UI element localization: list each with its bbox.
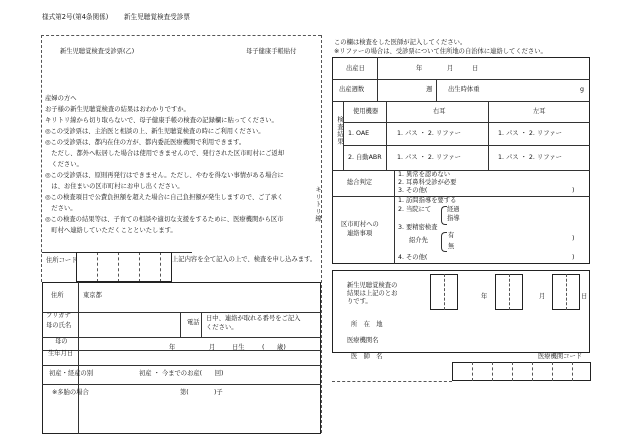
body-line: ◎この受診票は、主治医と相談の上、新生児聴覚検査の時にご利用ください。 (45, 128, 265, 136)
result-label: 検査結果 (336, 116, 343, 146)
greeting: 産婦の方へ (45, 95, 77, 102)
body-line: ◎この受診票は、原則再発行はできません。ただし、やむを得ない事情がある場合に (45, 172, 284, 180)
contact-label-line2: 連絡事項 (347, 230, 373, 237)
contact-item-3[interactable]: 3. 要精密検査 (398, 224, 438, 231)
result-note-line3: りです。 (347, 298, 372, 305)
result-year: 年 (481, 293, 488, 300)
weeks-label: 出産週数 (339, 86, 365, 93)
result-month: 月 (539, 293, 546, 300)
contact-label-line1: 区市町村への (341, 221, 379, 228)
result-note-line2: 結果は上記のとお (347, 290, 398, 297)
dob-month[interactable]: 月 (209, 344, 216, 351)
followup-bracket (441, 206, 447, 225)
furigana-label: フリガナ (46, 312, 71, 319)
abr-left-options[interactable]: 1. パス ・ 2. リファー (498, 154, 562, 161)
doctor-note-2: ※リファーの場合は、受診票について住所地の自治体に連絡してください。 (334, 48, 547, 55)
body-line: ください。 (45, 161, 83, 169)
handbook-note: 母子健康手帳貼付 (246, 48, 297, 55)
body-line: ◎この検査項目で公費負担額を超えた場合に自己負担額が発生しますので、ご了承く (45, 194, 284, 202)
form-number: 様式第2号(第4条関係) (42, 13, 109, 21)
phone-note-line1: 日中、連絡が取れる番号をご記入 (206, 315, 301, 322)
birth-type-value[interactable]: 初産 ・ 今までのお産( 回) (139, 370, 224, 377)
cut-line-label: キリトリ線 (314, 186, 321, 223)
result-day: 日 (581, 293, 588, 300)
phone-note-line2: ください。 (206, 324, 238, 331)
referral-bracket-left (441, 232, 447, 252)
address-label: 住所 (51, 292, 64, 299)
judgment-item-3[interactable]: 3. その他( (398, 187, 428, 194)
body-line: キリトリ線から切り取らないで、母子健康手帳の検査の記録欄に貼ってください。 (45, 117, 278, 125)
residence-code-input[interactable] (76, 252, 172, 282)
referral-no[interactable]: 無 (448, 243, 455, 250)
card-title: 新生児聴覚検査受診票(乙) (60, 48, 135, 55)
judgment-item-2[interactable]: 2. 耳鼻科受診が必要 (398, 179, 457, 186)
dob-age[interactable]: ( 歳) (262, 344, 286, 351)
residence-code-note: 上記内容を全て記入の上で、検査を申し込みます。 (172, 256, 317, 263)
dob-label-line1: 母の (55, 338, 68, 345)
body-line: ◎この検査の結果等は、子育ての相談や適切な支援をするために、医療機関から区市 (45, 216, 284, 224)
birth-date-label: 出産日 (346, 65, 365, 72)
body-line: ださい。 (45, 205, 77, 213)
judgment-label: 総合判定 (347, 179, 373, 186)
contact-followup[interactable]: 経過 (447, 206, 460, 213)
abr-label: 2. 自動ABR (348, 154, 382, 161)
birth-year[interactable]: 年 (416, 65, 423, 72)
address-value[interactable]: 東京都 (83, 292, 102, 299)
doctor-label: 医 師 名 (351, 353, 383, 360)
form-title: 新生児聴覚検査受診票 (124, 13, 190, 21)
mother-name-label: 母の氏名 (46, 322, 72, 329)
residence-code-label: 住所コード (46, 257, 78, 264)
dob-year[interactable]: 年 (169, 344, 176, 351)
multiple-birth-value[interactable]: 第( )子 (180, 389, 223, 396)
phone-label: 電話 (187, 319, 200, 326)
body-line: お子様の新生児聴覚検査の結果はおわかりですか。 (45, 106, 190, 113)
right-ear-header: 右耳 (433, 108, 446, 115)
doctor-note-1: この欄は検査をした医師が記入してください。 (334, 39, 467, 46)
dob-label-line2: 生年月日 (48, 350, 74, 357)
body-line: ただし、都外へ転居した場合は使用できませんので、発行された区市町村にご返却 (45, 150, 285, 158)
mother-name-input[interactable] (79, 313, 179, 349)
result-note-line1: 新生児聴覚検査の (347, 282, 398, 289)
institution-label: 医療機関名 (347, 337, 379, 344)
body-line: ◎この受診票は、都内在住の方が、都内委託医療機関で利用できます。 (45, 139, 246, 147)
weeks-unit[interactable]: 週 (426, 86, 433, 93)
left-ear-header: 左耳 (533, 108, 546, 115)
weight-unit[interactable]: g (580, 86, 584, 93)
oae-label: 1. OAE (348, 130, 370, 137)
applicant-table (42, 282, 321, 434)
contact-guidance[interactable]: 指導 (447, 215, 460, 222)
oae-left-options[interactable]: 1. パス ・ 2. リファー (498, 130, 562, 137)
birth-month[interactable]: 月 (447, 65, 454, 72)
referral-close-paren: ) (572, 235, 575, 242)
contact-item-2[interactable]: 2. 当院にて (398, 206, 432, 213)
abr-right-options[interactable]: 1. パス ・ 2. リファー (397, 154, 461, 161)
dob-day[interactable]: 日生 (232, 344, 245, 351)
judgment-item-1[interactable]: 1. 異常を認めない (398, 171, 451, 178)
other-close-paren: ) (572, 254, 575, 261)
multiple-birth-label: ※多胎の場合 (52, 389, 89, 396)
body-line: 町村へ連絡していただくことといたします。 (45, 227, 177, 235)
birth-day[interactable]: 日 (472, 65, 479, 72)
device-header: 使用機器 (353, 108, 379, 115)
oae-right-options[interactable]: 1. パス ・ 2. リファー (397, 130, 461, 137)
body-text (45, 104, 284, 236)
birth-type-label: 初産・経産の別 (49, 370, 94, 377)
body-line: は、お住まいの区市町村にお申し出ください。 (45, 183, 184, 191)
judgment-close-paren: ) (572, 187, 575, 194)
referral-yes[interactable]: 有 (448, 232, 455, 239)
weight-label: 出生時体重 (448, 86, 480, 93)
referral-label: 紹介先 (409, 237, 428, 244)
contact-item-4[interactable]: 4. その他( (398, 254, 428, 261)
location-label: 所 在 地 (351, 321, 383, 328)
institution-code-label: 医療機関コード (538, 353, 583, 360)
contact-item-1[interactable]: 1. 訪問指導を要する (398, 197, 457, 204)
